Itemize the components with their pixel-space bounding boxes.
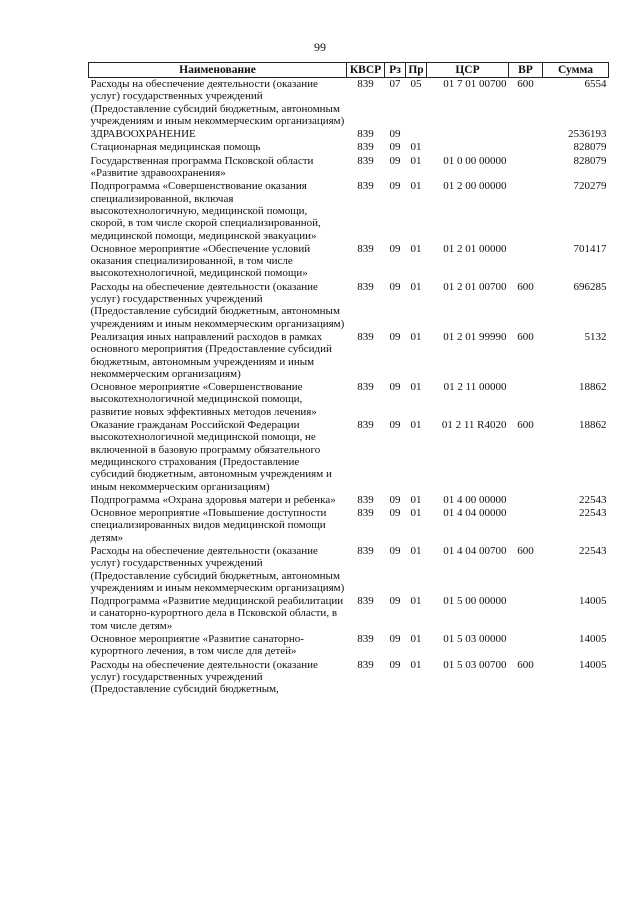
row-kvsr: 839 xyxy=(357,507,374,520)
table-row xyxy=(89,494,609,507)
row-pr: 01 xyxy=(410,419,422,432)
row-vr xyxy=(509,507,543,545)
row-kvsr: 839 xyxy=(357,595,374,608)
row-sum: 14005 xyxy=(579,658,607,671)
row-pr: 01 xyxy=(410,180,422,193)
row-csr: 01 7 01 00700 xyxy=(443,78,507,90)
table-row xyxy=(89,595,609,633)
row-sum: 14005 xyxy=(579,595,607,608)
row-csr: 01 4 04 00000 xyxy=(443,507,507,520)
row-csr: 01 4 04 00700 xyxy=(443,544,507,557)
row-pr: 01 xyxy=(410,154,422,167)
row-vr xyxy=(509,128,543,141)
row-kvsr: 839 xyxy=(357,633,374,646)
header-csr: ЦСР xyxy=(427,63,509,78)
table-header-row xyxy=(89,63,609,78)
row-kvsr: 839 xyxy=(357,78,374,90)
row-sum: 701417 xyxy=(573,242,607,255)
row-vr xyxy=(509,381,543,419)
row-rz: 09 xyxy=(389,154,401,167)
table-row xyxy=(89,633,609,659)
row-name: Оказание гражданам Российской Федерации высокотехнологичной медицинской помощи, не включенной в базовую программу обязательного медицинского страхования (Предоставление субсидий бюджетным, автономным учреждениям и иным некоммерческим организациям) xyxy=(90,419,332,493)
row-name: Основное мероприятие «Совершенствование высокотехнологичной медицинской помощи, развитие новых эффективных методов лечения» xyxy=(90,381,317,418)
row-name: Расходы на обеспечение деятельности (оказание услуг) государственных учреждений (Предоставление субсидий бюджетным, автономным учреждениям и иным некоммерческим организациям) xyxy=(90,78,345,127)
row-name: Основное мероприятие «Обеспечение условий оказания специализированной, в том числе высокотехнологичной, медицинской помощи» xyxy=(90,242,311,280)
header-sum: Сумма xyxy=(543,63,609,78)
row-vr xyxy=(509,633,543,659)
row-name: ЗДРАВООХРАНЕНИЕ xyxy=(90,128,196,141)
row-vr: 600 xyxy=(517,78,534,90)
row-kvsr: 839 xyxy=(357,381,374,394)
row-sum: 6554 xyxy=(584,78,607,90)
row-rz: 09 xyxy=(389,419,401,432)
row-name: Государственная программа Псковской области «Развитие здравоохранения» xyxy=(90,154,314,180)
row-kvsr: 839 xyxy=(357,330,374,343)
row-pr: 01 xyxy=(410,141,422,154)
table-row xyxy=(89,281,609,331)
row-rz: 09 xyxy=(389,633,401,646)
row-vr xyxy=(509,595,543,633)
row-rz: 09 xyxy=(389,381,401,394)
table-row xyxy=(89,419,609,494)
row-sum: 696285 xyxy=(573,280,607,293)
row-kvsr: 839 xyxy=(357,493,374,506)
row-csr: 01 2 01 99990 xyxy=(443,330,507,343)
row-csr: 01 4 00 00000 xyxy=(443,493,507,506)
table-row xyxy=(89,155,609,181)
table-row xyxy=(89,381,609,419)
row-rz: 09 xyxy=(389,242,401,255)
row-pr: 01 xyxy=(410,658,422,671)
row-pr xyxy=(406,128,427,141)
row-name: Подпрограмма «Совершенствование оказания специализированной, включая высокотехнологичную, медицинской помощи, скорой, в том числе скорой специализированной, медицинской помощи, медицинской эвакуации» xyxy=(90,180,321,242)
row-csr: 01 5 00 00000 xyxy=(443,595,507,608)
row-rz: 09 xyxy=(389,544,401,557)
row-name: Расходы на обеспечение деятельности (оказание услуг) государственных учреждений (Предоставление субсидий бюджетным, автономным учреждениям и иным некоммерческим организациям) xyxy=(90,544,345,594)
row-pr: 05 xyxy=(410,78,422,90)
row-pr: 01 xyxy=(410,595,422,608)
row-sum: 18862 xyxy=(579,381,607,394)
row-vr: 600 xyxy=(517,544,534,557)
row-sum: 22543 xyxy=(579,544,607,557)
row-pr: 01 xyxy=(410,544,422,557)
header-rz: Рз xyxy=(385,63,406,78)
header-vr: ВР xyxy=(509,63,543,78)
row-name: Подпрограмма «Развитие медицинской реабилитации и санаторно-курортного дела в Псковской области, в том числе детям» xyxy=(90,595,344,632)
row-vr xyxy=(509,155,543,181)
page-number: 99 xyxy=(314,40,326,54)
row-rz: 09 xyxy=(389,658,401,671)
row-sum: 5132 xyxy=(584,330,607,343)
row-csr: 01 2 01 00000 xyxy=(443,242,507,255)
row-pr: 01 xyxy=(410,242,422,255)
table-row xyxy=(89,141,609,154)
row-csr: 01 0 00 00000 xyxy=(443,154,507,167)
row-name: Подпрограмма «Охрана здоровья матери и ребенка» xyxy=(90,493,336,506)
row-rz: 09 xyxy=(389,280,401,293)
row-kvsr: 839 xyxy=(357,544,374,557)
row-sum: 2536193 xyxy=(568,128,607,141)
row-name: Основное мероприятие «Развитие санаторно-курортного лечения, в том числе для детей» xyxy=(90,633,304,658)
row-kvsr: 839 xyxy=(357,141,374,154)
row-rz: 09 xyxy=(389,128,401,141)
row-name: Стационарная медицинская помощь xyxy=(90,141,261,154)
row-rz: 09 xyxy=(389,330,401,343)
row-sum: 22543 xyxy=(579,493,607,506)
row-csr: 01 2 00 00000 xyxy=(443,180,507,193)
row-pr: 01 xyxy=(410,381,422,394)
table-row xyxy=(89,243,609,281)
row-kvsr: 839 xyxy=(357,658,374,671)
row-kvsr: 839 xyxy=(357,128,374,141)
row-vr: 600 xyxy=(517,280,534,293)
row-csr xyxy=(427,128,509,141)
row-pr: 01 xyxy=(410,493,422,506)
row-kvsr: 839 xyxy=(357,154,374,167)
header-name: Наименование xyxy=(89,63,347,78)
row-vr: 600 xyxy=(517,330,534,343)
row-pr: 01 xyxy=(410,330,422,343)
row-rz: 09 xyxy=(389,180,401,193)
row-csr: 01 5 03 00700 xyxy=(443,658,507,671)
row-csr xyxy=(427,141,509,154)
row-name: Расходы на обеспечение деятельности (оказание услуг) государственных учреждений (Предоставление субсидий бюджетным, xyxy=(90,658,318,696)
row-sum: 720279 xyxy=(573,180,607,193)
table-row xyxy=(89,331,609,381)
table-row xyxy=(89,659,609,697)
row-rz: 07 xyxy=(389,78,401,90)
row-csr: 01 5 03 00000 xyxy=(443,633,507,646)
table-row xyxy=(89,180,609,242)
row-pr: 01 xyxy=(410,507,422,520)
row-sum: 22543 xyxy=(579,507,607,520)
table-row xyxy=(89,78,609,129)
row-sum: 828079 xyxy=(573,154,607,167)
header-kvsr: КВСР xyxy=(347,63,385,78)
row-vr xyxy=(509,494,543,507)
row-kvsr: 839 xyxy=(357,419,374,432)
row-sum: 828079 xyxy=(573,141,607,154)
row-kvsr: 839 xyxy=(357,280,374,293)
table-row xyxy=(89,507,609,545)
row-rz: 09 xyxy=(389,141,401,154)
row-csr: 01 2 11 R4020 xyxy=(441,419,507,432)
row-sum: 14005 xyxy=(579,633,607,646)
row-pr: 01 xyxy=(410,280,422,293)
row-rz: 09 xyxy=(389,493,401,506)
row-vr: 600 xyxy=(517,419,534,432)
table-row xyxy=(89,545,609,595)
row-vr xyxy=(509,141,543,154)
row-name: Реализация иных направлений расходов в рамках основного мероприятия (Предоставление субсидий бюджетным, автономным учреждениям и иным некоммерческим организациям) xyxy=(90,330,332,380)
header-pr: Пр xyxy=(406,63,427,78)
table-row xyxy=(89,128,609,141)
row-name: Расходы на обеспечение деятельности (оказание услуг) государственных учреждений (Предоставление субсидий бюджетным, автономным учреждениям и иным некоммерческим организациям) xyxy=(90,280,345,330)
row-csr: 01 2 11 00000 xyxy=(443,381,507,394)
row-rz: 09 xyxy=(389,595,401,608)
row-name: Основное мероприятие «Повышение доступности специализированных видов медицинской помощи детям» xyxy=(90,507,327,544)
row-vr xyxy=(509,180,543,242)
row-vr: 600 xyxy=(517,658,534,671)
row-rz: 09 xyxy=(389,507,401,520)
budget-table xyxy=(88,62,609,697)
row-pr: 01 xyxy=(410,633,422,646)
row-kvsr: 839 xyxy=(357,180,374,193)
row-sum: 18862 xyxy=(579,419,607,432)
row-vr xyxy=(509,243,543,281)
row-kvsr: 839 xyxy=(357,242,374,255)
row-csr: 01 2 01 00700 xyxy=(443,280,507,293)
